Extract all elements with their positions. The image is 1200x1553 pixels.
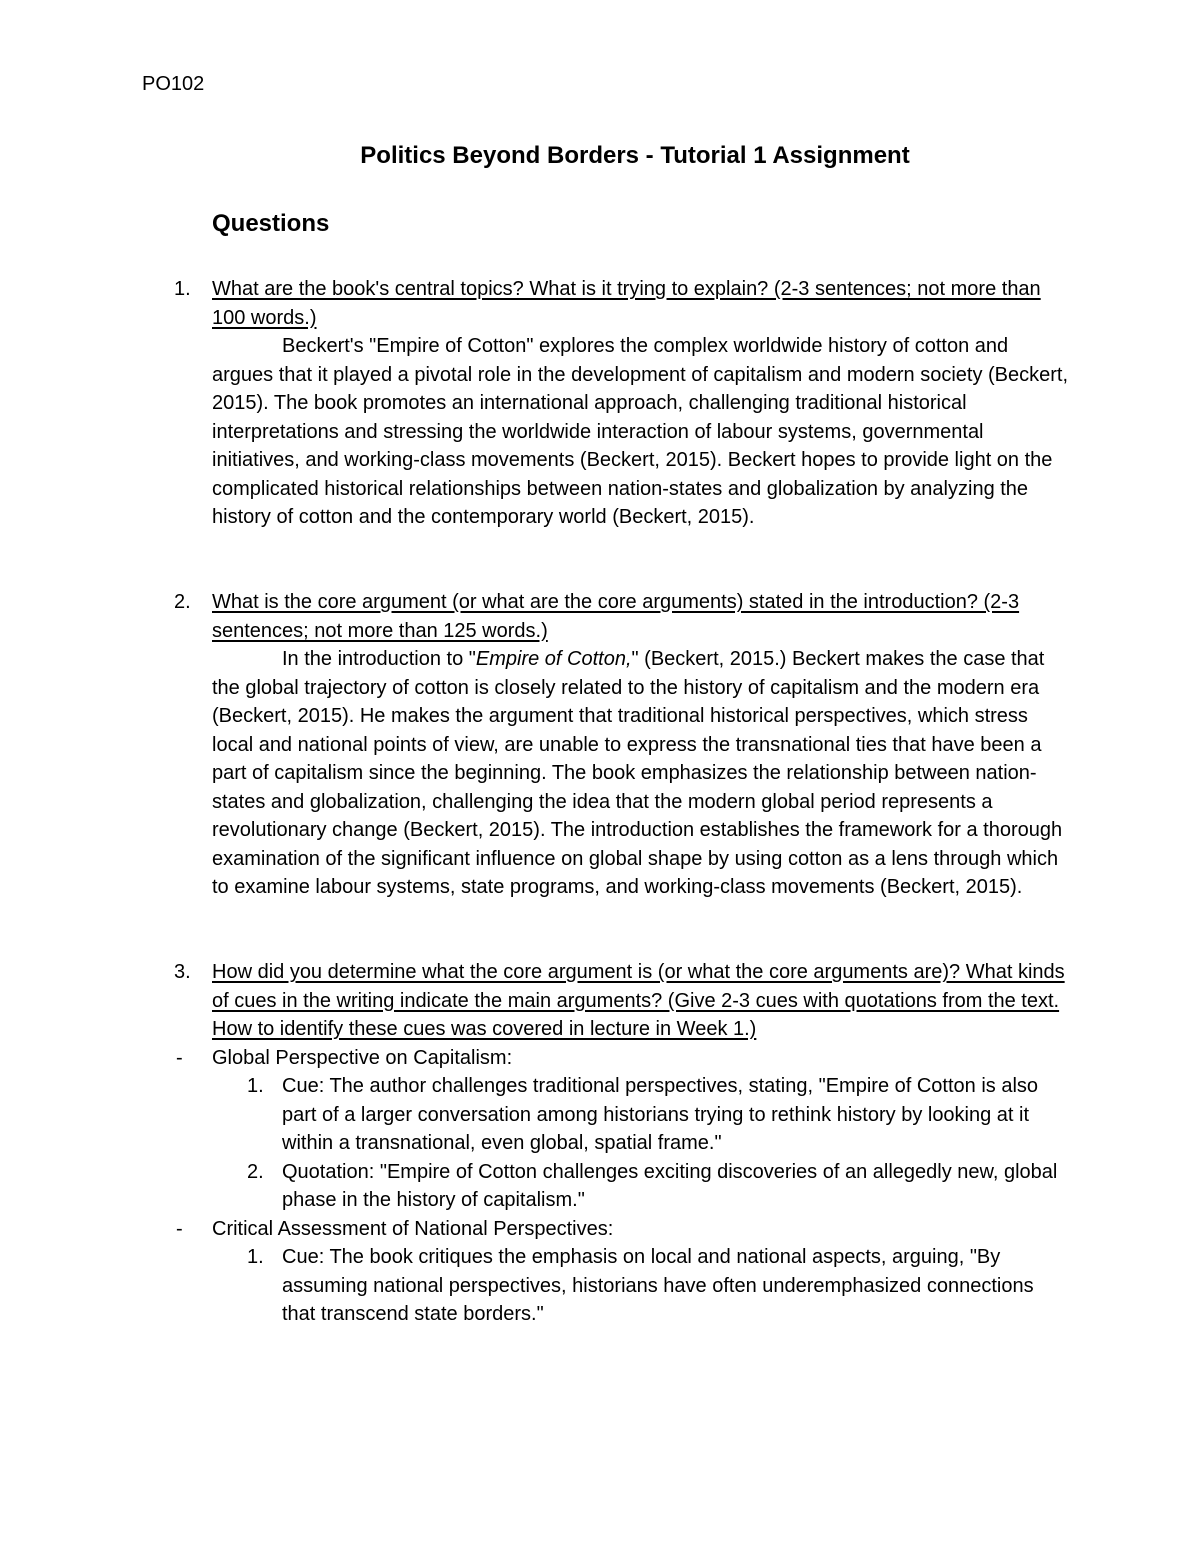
course-code: PO102 — [142, 73, 205, 95]
book-title-italic: Empire of Cotton, — [475, 648, 632, 670]
cue-group-label: Critical Assessment of National Perspectives: — [212, 1217, 614, 1240]
question-3 — [142, 958, 1072, 1329]
cue-text: Quotation: "Empire of Cotton challenges exciting discoveries of an allegedly new, global phase in the history of capitalism." — [282, 1160, 1058, 1211]
cue-text: Cue: The book critiques the emphasis on local and national aspects, arguing, "By assuming national perspectives, historians have often underemphasized connections that transcend state borders." — [282, 1246, 1034, 1325]
question-text: What is the core argument (or what are the core arguments) stated in the introduction? (2-3 sentences; not more than 125 words.) — [212, 591, 1020, 642]
cue-group — [142, 1044, 1072, 1073]
cue-text: Cue: The author challenges traditional perspectives, stating, "Empire of Cotton is also part of a larger conversation among historians trying to rethink history by looking at it within a transnational, even global, spatial frame." — [282, 1075, 1039, 1154]
cue-number: 1. — [247, 1246, 264, 1268]
question-number: 2. — [174, 591, 191, 613]
dash-bullet: - — [176, 1046, 183, 1069]
dash-bullet: - — [176, 1217, 183, 1240]
question-2 — [142, 588, 1072, 902]
cue-number: 2. — [247, 1160, 264, 1183]
section-heading: Questions — [212, 210, 330, 237]
question-number: 3. — [174, 961, 191, 983]
cue-group-label: Global Perspective on Capitalism: — [212, 1046, 513, 1069]
cue-item — [247, 1158, 1072, 1215]
question-text: How did you determine what the core argument is (or what the core arguments are)? What kinds of cues in the writing indicate the main arguments? (Give 2-3 cues with quotations from the text. How to identify these cues was covered in lecture in Week 1.) — [212, 961, 1065, 1040]
answer-text — [212, 645, 1072, 902]
cue-group — [142, 1215, 1072, 1244]
cue-item — [247, 1072, 1072, 1158]
answer-text: Beckert's "Empire of Cotton" explores the complex worldwide history of cotton and argues that it played a pivotal role in the development of capitalism and modern society (Beckert, 2015). The book promotes an international approach, challenging traditional historical interpretations and stressing the worldwide interaction of labour systems, governmental initiatives, and working-class movements (Beckert, 2015). Beckert hopes to provide light on the complicated historical relationships between nation-states and globalization by analyzing the history of cotton and the contemporary world (Beckert, 2015). — [212, 335, 1069, 528]
question-text: What are the book's central topics? What is it trying to explain? (2-3 sentences; not more than 100 words.) — [212, 278, 1041, 329]
cue-number: 1. — [247, 1075, 264, 1097]
answer-prefix: In the introduction to " — [282, 648, 476, 670]
document-title: Politics Beyond Borders - Tutorial 1 Assignment — [360, 142, 910, 169]
cue-item — [247, 1243, 1072, 1329]
answer-rest: " (Beckert, 2015.) Beckert makes the case that the global trajectory of cotton is closely related to the history of capitalism and the modern era (Beckert, 2015). He makes the argument that traditional historical perspectives, which stress local and national points of view, are unable to express the transnational ties that have been a part of capitalism since the beginning. The book emphasizes the relationship between nation-states and globalization, challenging the idea that the modern global period represents a revolutionary change (Beckert, 2015). The introduction establishes the framework for a thorough examination of the significant influence on global shape by using cotton as a lens through which to examine labour systems, state programs, and working-class movements (Beckert, 2015). — [212, 648, 1063, 898]
question-number: 1. — [174, 278, 191, 300]
question-1 — [142, 275, 1072, 532]
